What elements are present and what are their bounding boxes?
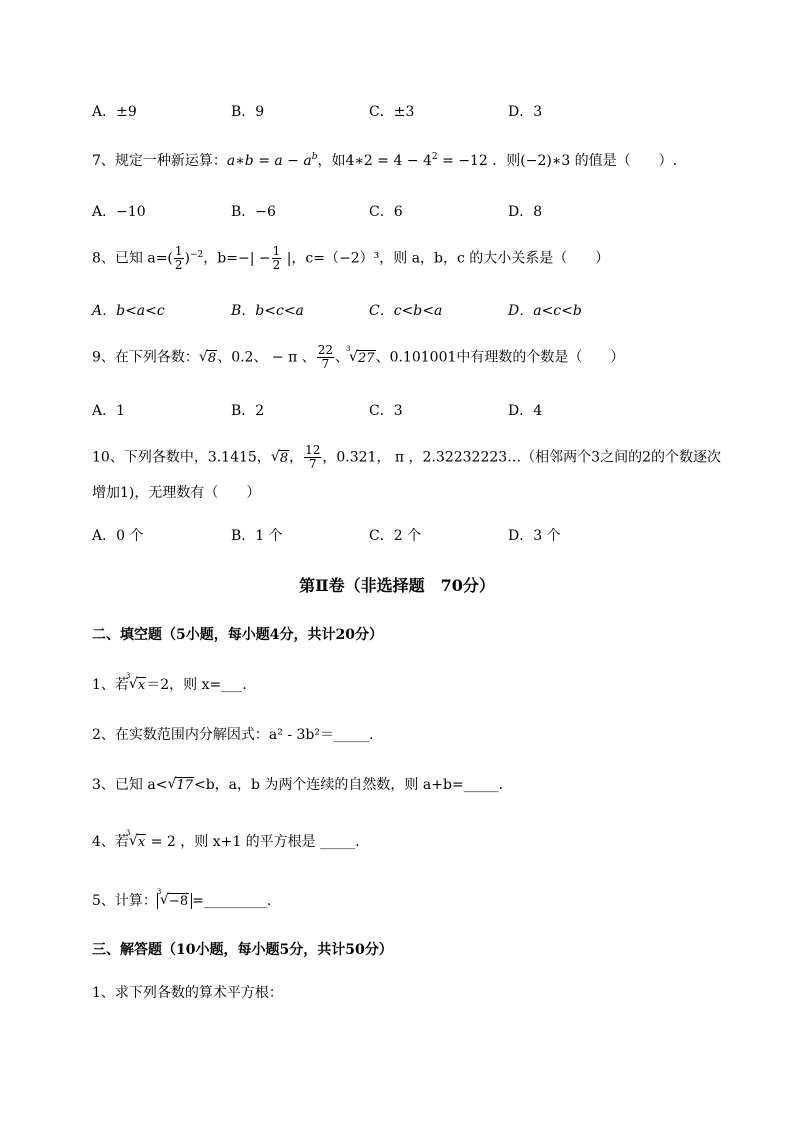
question-8: 8、已知 a=( $\frac{1}{2}$ )$^{-2}$，b=−| − $\frac{1}{2}$ |，c=（−2）³，则 a，b，c 的大小关系是（ ） (92, 244, 610, 272)
section-2-title: 第Ⅱ卷（非选择题 70分） (299, 576, 495, 595)
q8-option-d: D．a<c<b (508, 303, 582, 319)
q8-mid1: ，b=−| − (203, 250, 271, 267)
q9-sqrt8: √ 8 (198, 348, 217, 366)
f5-cbrt: 3 √ −8 (156, 888, 189, 909)
q10-suffix: ，0.321， π ，2.32232223…（相邻两个3之间的2的个数逐次 (322, 449, 721, 466)
fill-5: 5、计算： 3 √ −8 =_________. (92, 888, 272, 909)
part-2-heading: 二、填空题（5小题，每小题4分，共计20分） (92, 627, 383, 643)
q8-mid2: |，c=（−2）³，则 a，b，c 的大小关系是（ ） (282, 250, 610, 267)
q8-frac2-num: 1 (272, 244, 281, 258)
cbrt-sign-icon: √ (128, 833, 138, 849)
q8-frac2-den: 2 (272, 258, 281, 272)
q8-exp: −2 (190, 249, 204, 260)
q8-option-b: B．b<c<a (231, 303, 304, 319)
q7-prefix: 7、规定一种新运算： (92, 153, 227, 169)
fill-3: 3、已知 a< √ 17<b，a，b 为两个连续的自然数，则 a+b=_____. (92, 776, 504, 793)
q8-fraction-2 (272, 245, 282, 272)
q7-rule-exp: b (311, 152, 318, 162)
q6-option-b: B．9 (231, 104, 265, 120)
q7-example-exp: 2 (431, 152, 438, 162)
part-3-heading: 三、解答题（10小题，每小题5分，共计50分） (92, 942, 393, 958)
q9-fraction: $\frac{22}{7}$ (317, 343, 334, 371)
q9-option-a: A．1 (92, 403, 126, 419)
sqrt-sign-icon: √ (167, 776, 177, 792)
question-7 (92, 150, 677, 170)
q7-option-b: B．−6 (231, 204, 276, 220)
f3-sqrt: √ 17 (167, 776, 193, 793)
q8-option-a: A．b<a<c (92, 303, 165, 319)
solve-1: 1、求下列各数的算术平方根： (92, 985, 283, 1001)
q10-sqrt8: √ 8 (270, 448, 289, 466)
q9-option-d: D．4 (508, 403, 543, 419)
q8-prefix: 8、已知 a=( (92, 250, 173, 267)
q9-option-b: B．2 (231, 403, 265, 419)
q7-option-a: A．−10 (92, 204, 146, 220)
cbrt-sign-icon: √ (349, 348, 358, 365)
fill-2: 2、在实数范围内分解因式：a² - 3b²＝_____. (92, 727, 374, 743)
f1-cbrt: 3 √ x (125, 672, 146, 693)
q8-fraction (174, 245, 184, 272)
q7-option-c: C．6 (369, 204, 403, 220)
q10-option-a: A．0 个 (92, 528, 144, 544)
q8-frac-num: 1 (174, 244, 183, 258)
q10-option-c: C．2 个 (369, 528, 422, 544)
q10-fraction: $\frac{12}{7}$ (305, 443, 321, 471)
q9-cbrt27: 3 √ 27 (346, 344, 375, 366)
q6-option-a: A．±9 (92, 104, 137, 120)
question-10: 10、下列各数中，3.1415， √ 8， $\frac{12}{7}$ ，0.321， π ，2.32232223…（相邻两个3之间的2的个数逐次 (92, 443, 721, 471)
f4-cbrt: 3 √ x (125, 829, 146, 850)
q9-suffix: 、0.101001中有理数的个数是（ ） (375, 349, 625, 366)
sqrt-sign-icon: √ (270, 448, 280, 465)
q7-example-prefix: ，如4∗2 = 4 − 4 (317, 153, 432, 169)
f5-abs (156, 888, 192, 909)
q7-rule-a: a (226, 153, 236, 169)
q10-option-d: D．3 个 (508, 528, 561, 544)
cbrt-sign-icon: √ (159, 892, 169, 908)
fill-4: 4、若 3 √ x = 2 ，则 x+1 的平方根是 _____. (92, 829, 360, 850)
q9-option-c: C．3 (369, 403, 403, 419)
q10-option-b: B．1 个 (231, 528, 283, 544)
q10-prefix: 10、下列各数中，3.1415， (92, 449, 271, 466)
q8-frac-den: 2 (174, 258, 183, 272)
q7-rule-mid: ∗b = a − a (235, 153, 312, 169)
q9-prefix: 9、在下列各数： (92, 349, 199, 366)
fill-1: 1、若 3 √ x＝2，则 x=___. (92, 672, 247, 693)
q7-option-d: D．8 (508, 204, 543, 220)
cbrt-sign-icon: √ (128, 676, 138, 692)
q7-example-suffix: = −12 ．则(−2)∗3 的值是（ ）. (437, 153, 678, 169)
q6-option-d: D．3 (508, 104, 543, 120)
q6-option-c: C．±3 (369, 104, 415, 120)
q8-option-c: C．c<b<a (369, 303, 443, 319)
sqrt-sign-icon: √ (198, 348, 208, 365)
q10-line2: 增加1)，无理数有（ ） (92, 485, 261, 501)
q9-mid: 、0.2、 − π 、 (217, 349, 316, 366)
question-9: 9、在下列各数： √ 8、0.2、 − π 、 $\frac{22}{7}$ 、 3 √ 27、0.101001中有理数的个数是（ ） (92, 343, 625, 371)
